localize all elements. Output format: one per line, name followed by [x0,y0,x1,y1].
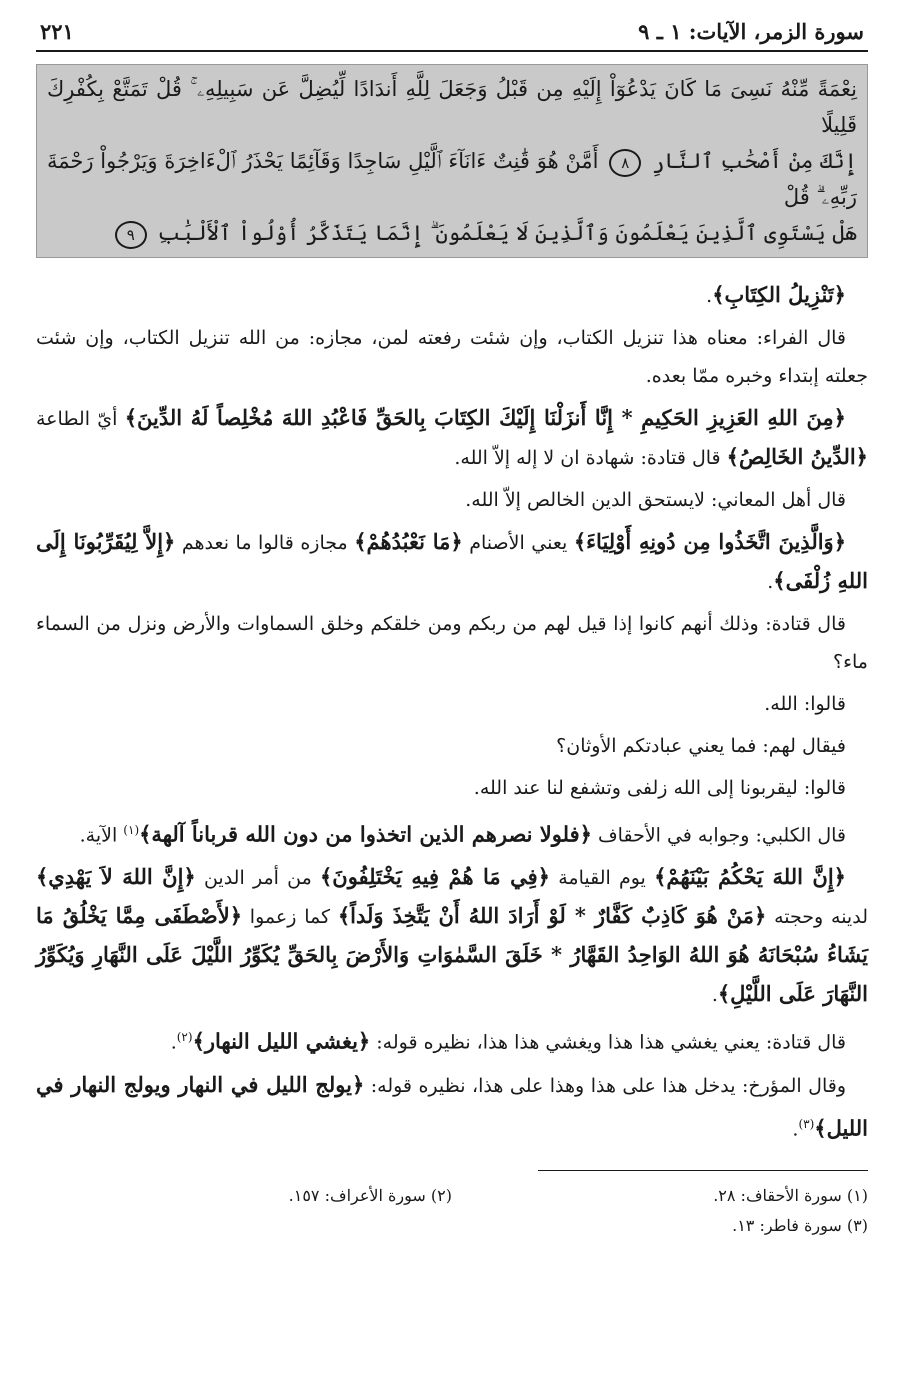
footnotes [36,1181,868,1241]
quran-quote: ﴿مَا نَعْبُدُهُمْ﴾ [354,529,463,554]
quran-text: نِعْمَةً مِّنْهُ نَسِىَ مَا كَانَ يَدْعُوٓاْ إِلَيْهِ مِن قَبْلُ وَجَعَلَ لِلَّهِ أَندَادًا لِّيُضِلَّ عَن سَبِيلِهِۦ ۚ قُلْ تَمَتَّعْ بِكُفْرِكَ قَلِيلًا [47,77,857,137]
text: . [711,984,718,1007]
text: من أمر الدين [195,867,320,890]
footnote: (٣) سورة فاطر: ١٣. [732,1215,868,1235]
paragraph [36,858,868,1014]
quran-quote: ﴿فلولا نصرهم الذين اتخذوا من دون الله قرباناً آلهة﴾ [139,821,592,847]
page-number: ٢٢١ [40,19,74,44]
paragraph: قال قتادة: وذلك أنهم كانوا إذا قيل لهم من ربكم ومن خلقكم وخلق السماوات والأرض ونزل من السماء ماء؟ [36,613,868,673]
text: وقال المؤرخ: يدخل هذا على هذا وهذا على هذا، نظيره قوله: [364,1074,846,1097]
paragraph: قال أهل المعاني: لايستحق الدين الخالص إلاّ الله. [465,489,846,511]
quran-line [47,215,857,251]
text: الآية. [79,824,124,847]
paragraph: قال الفراء: معناه هذا تنزيل الكتاب، وإن شئت رفعته لمن، مجازه: من الله تنزيل الكتاب، وإن شئت جعلته إبتداء وخبره ممّا بعده. [36,327,868,387]
quran-quote: ﴿يغشي الليل النهار﴾ [192,1028,371,1054]
header-rule [36,50,868,52]
footnote-ref: (١) [123,823,140,837]
quran-quote: ﴿فِي مَا هُمْ فِيهِ يَخْتَلِفُونَ﴾ [319,864,550,890]
text: . [792,1117,799,1140]
paragraph: قالوا: ليقربونا إلى الله زلفى وتشفع لنا عند الله. [473,777,846,799]
text: قال الكلبي: وجوابه في الأحقاف [591,824,846,847]
text: . [706,285,713,307]
quran-quote: ﴿إِلاَّ لِيُقَرِّبُونَا إِلَى اللهِ زُلْفَى﴾ [36,529,868,593]
quran-quote: ﴿إِنَّ اللهَ لاَ يَهْدِي﴾ [36,864,196,890]
text: كما زعموا [242,906,338,929]
footnote-row [36,1181,868,1211]
quran-quote: ﴿مَنْ هُوَ كَاذِبٌ كَفَّارٌ * لَوْ أَرَادَ اللهُ أَنْ يَتَّخِذَ وَلَداً﴾ [337,903,767,929]
text: مجازه قالوا ما نعدهم [175,532,355,554]
quran-quote: ﴿وَالَّذِينَ اتَّخَذُوا مِن دُونِهِ أَوْلِيَاءَ﴾ [573,529,846,554]
footnote: (١) سورة الأحقاف: ٢٨. [713,1185,868,1205]
paragraph [36,811,868,854]
paragraph [36,1018,868,1061]
quran-quote: ﴿إِنَّ اللهَ يَحْكُمُ بَيْنَهُمْ﴾ [654,864,846,890]
page-header [36,14,868,44]
paragraph: فيقال لهم: فما يعني عبادتكم الأوثان؟ [556,735,846,757]
ayah-marker: ٩ [115,221,147,249]
footnote-ref: (٢) [176,1030,193,1045]
paragraph [36,276,868,315]
commentary [36,276,868,1148]
quran-verses-box [36,64,868,258]
paragraph [36,399,868,477]
quran-text: إِنَّكَ مِنْ أَصْحَٰبِ ٱلنَّارِ [652,149,857,173]
text: لدينه وحجته [766,906,868,929]
ayah-marker: ٨ [609,149,641,177]
text: يوم القيامة [549,867,655,890]
quran-quote: ﴿تَنْزِيلُ الكِتَابِ﴾ [712,282,846,307]
footnote-ref: (٣) [798,1116,815,1131]
paragraph: قالوا: الله. [764,693,846,715]
quran-text: هَلْ يَسْتَوِى ٱلَّذِينَ يَعْلَمُونَ وَٱلَّذِينَ لَا يَعْلَمُونَ ۗ إِنَّمَا يَتَذَكَّرُ أُوْلُواْ ٱلْأَلْبَٰبِ [157,221,857,245]
quran-quote: ﴿يولج الليل في النهار ويولج النهار في الليل﴾ [36,1071,868,1140]
text: يعني الأصنام [462,532,574,554]
footnote: (٢) سورة الأعراف: ١٥٧. [288,1185,452,1205]
quran-quote: ﴿الدِّينُ الخَالِصُ﴾ [726,444,868,469]
text: قال قتادة: يعني يغشي هذا هذا ويغشي هذا هذا، نظيره قوله: [370,1031,846,1054]
footnote-rule [538,1170,868,1171]
text: أيّ الطاعة [36,408,125,430]
text: قال قتادة: شهادة ان لا إله إلاّ الله. [454,447,727,469]
text: . [767,571,774,593]
quran-text: أَمَّنْ هُوَ قَٰنِتٌ ءَانَآءَ ٱلَّيْلِ سَاجِدًا وَقَآئِمًا يَحْذَرُ ٱلْءَاخِرَةَ وَيَرْجُواْ رَحْمَةَ رَبِّهِۦ ۗ قُلْ [47,149,857,209]
quran-line [47,71,857,143]
running-title: سورة الزمر، الآيات: ١ ـ ٩ [638,19,864,44]
quran-line [47,143,857,215]
quran-quote: ﴿لأَصْطَفَى مِمَّا يَخْلُقُ مَا يَشَاءُ سُبْحَانَهُ هُوَ اللهُ الوَاحِدُ القَهَّارُ * خَلَقَ السَّمٰوَاتِ وَالأَرْضَ بِالحَقِّ يُكَوِّرُ اللَّيْلَ عَلَى النَّهَارِ وَيُكَوِّرُ النَّهَارَ عَلَى اللَّيْلِ﴾ [36,903,868,1007]
text: . [170,1031,177,1054]
footnote-row [36,1211,868,1241]
paragraph [36,1066,868,1148]
quran-quote: ﴿مِنَ اللهِ العَزِيزِ الحَكِيمِ * إِنَّا أَنزَلْنَا إِلَيْكَ الكِتَابَ بِالحَقِّ فَاعْبُدِ اللهَ مُخْلِصاً لَهُ الدِّينَ﴾ [124,405,846,430]
page [36,14,868,1241]
paragraph [36,523,868,601]
